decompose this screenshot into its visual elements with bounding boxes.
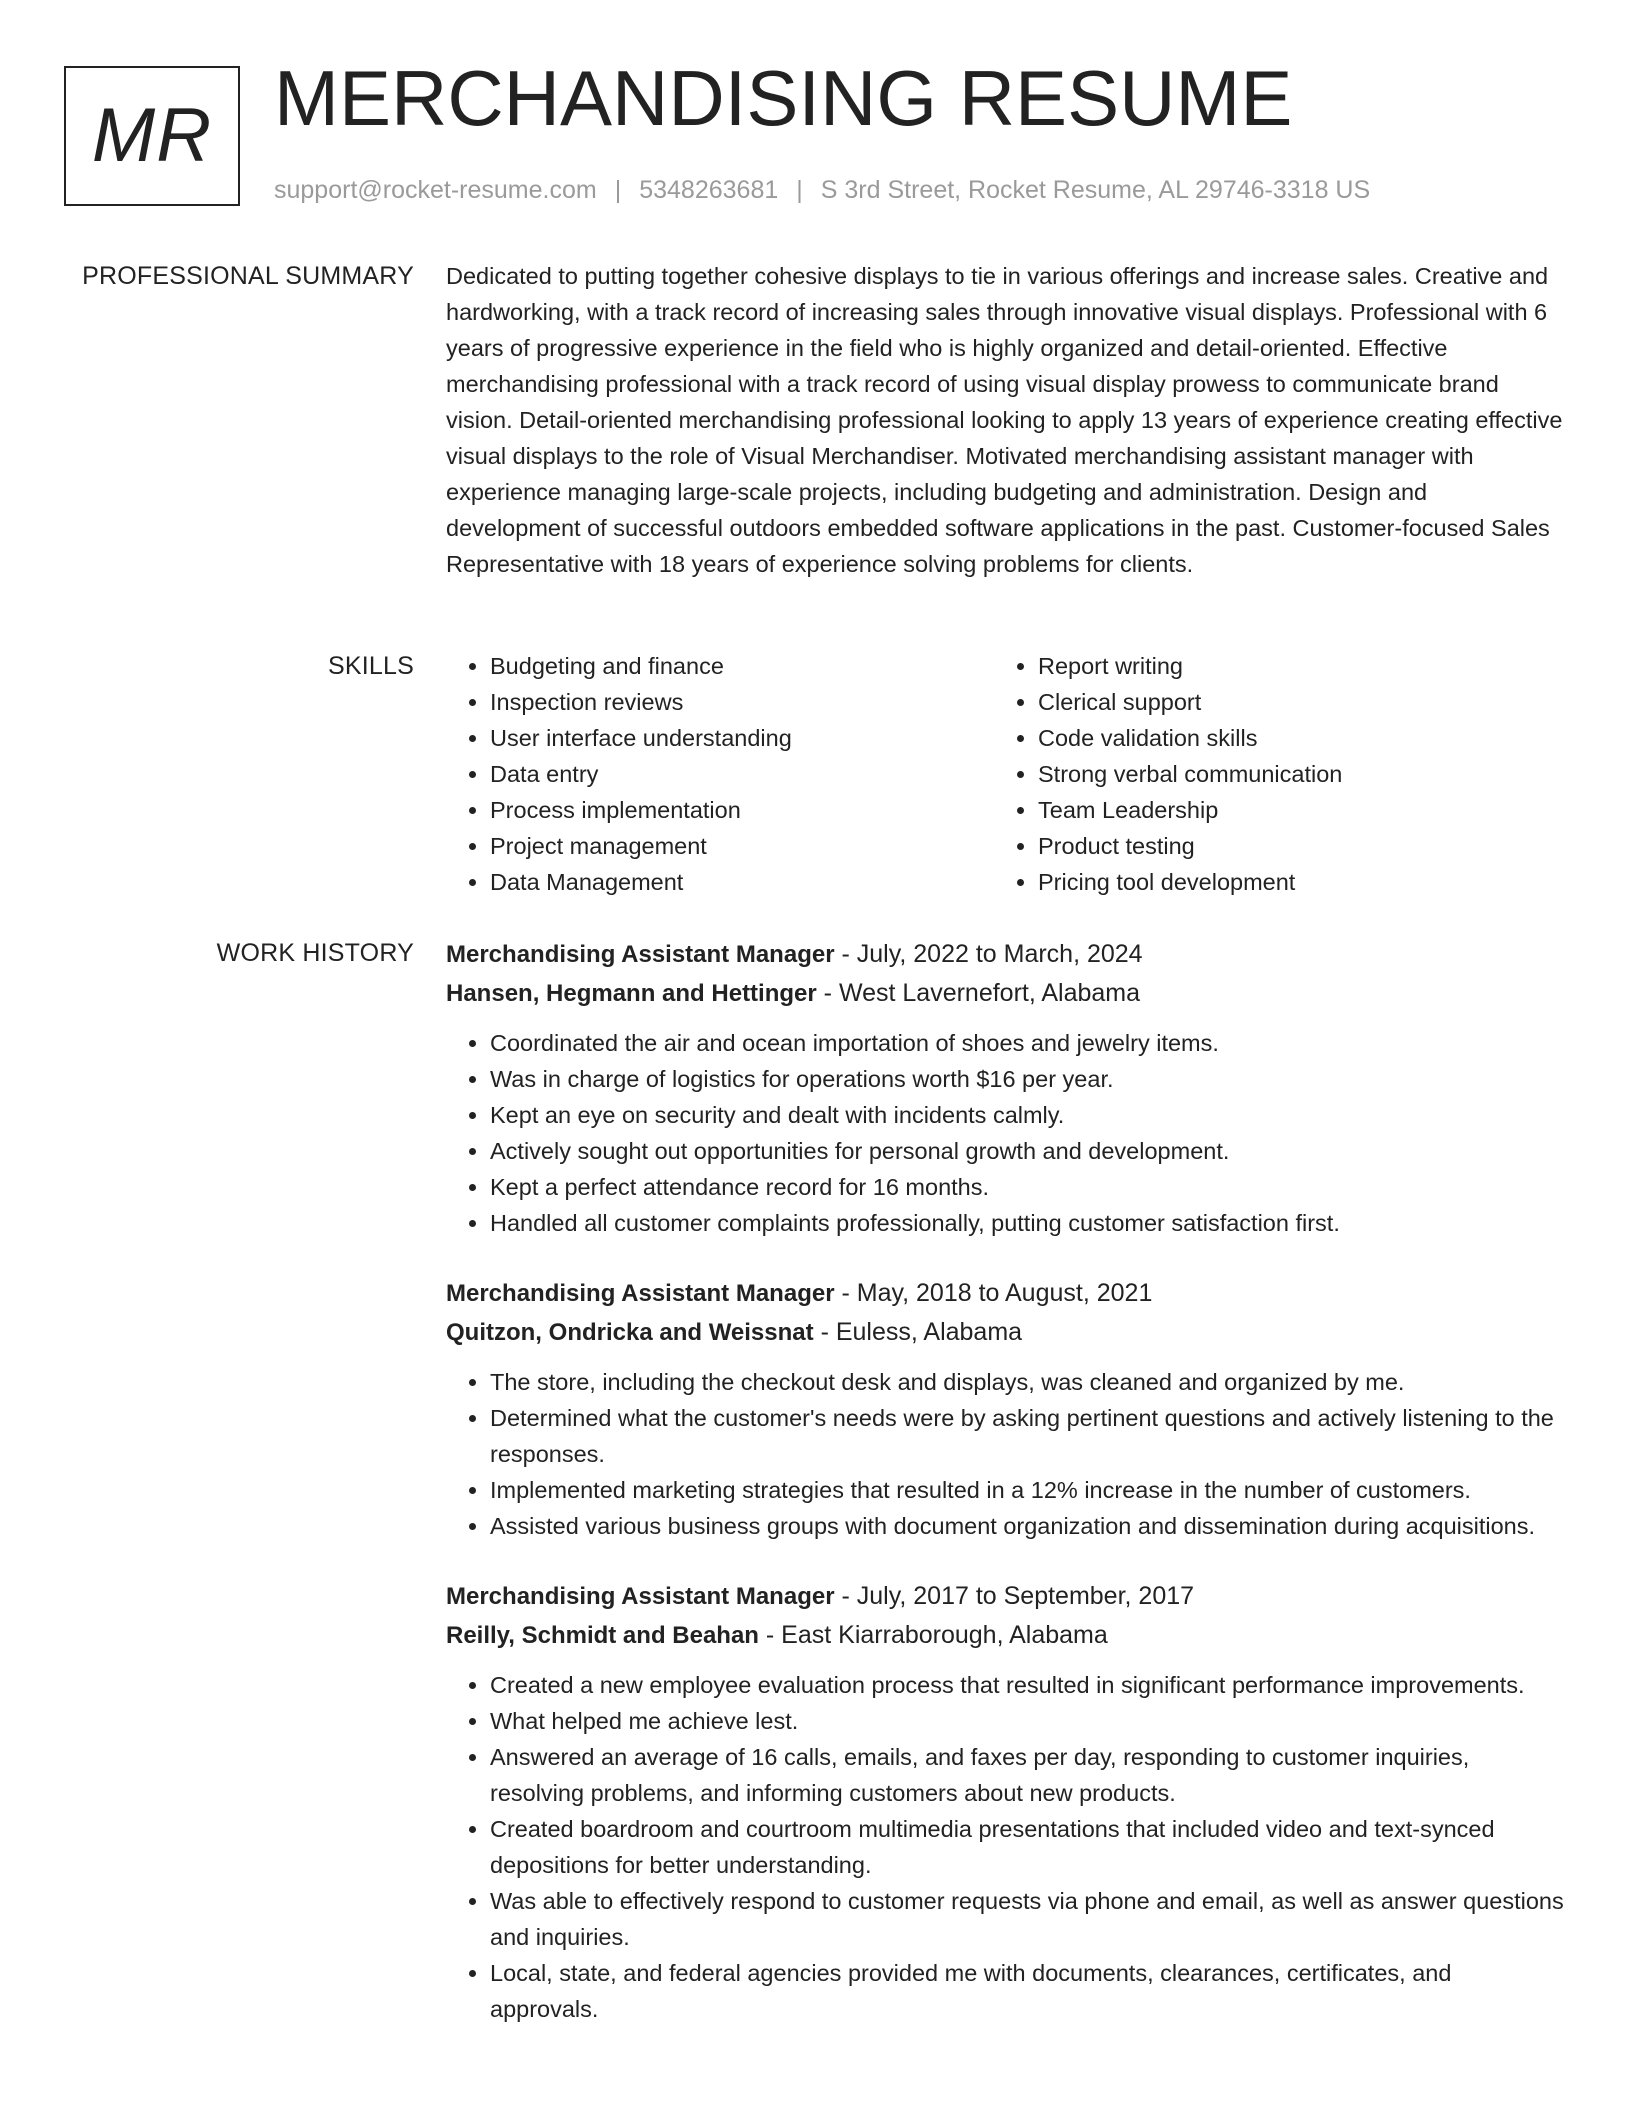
work-heading: WORK HISTORY: [216, 939, 414, 967]
job-location: - East Kiarraborough, Alabama: [758, 1621, 1108, 1649]
skill-item: • Clerical support: [1038, 684, 1542, 720]
job-bullet: • Assisted various business groups with document organization and dissemination during acquisitions.: [490, 1508, 1566, 1544]
skill-item: • Inspection reviews: [490, 684, 994, 720]
job-company: Reilly, Schmidt and Beahan: [446, 1622, 759, 1649]
job-bullet: • Actively sought out opportunities for personal growth and development.: [490, 1133, 1566, 1169]
skill-item: • Strong verbal communication: [1038, 756, 1542, 792]
job-title-line: [446, 1577, 1566, 1616]
contact-address: S 3rd Street, Rocket Resume, AL 29746-3318 US: [820, 176, 1371, 204]
summary-body: [446, 258, 1566, 582]
work-body: [446, 935, 1566, 2060]
job-title-line: [446, 1274, 1566, 1313]
skills-column-left: [446, 648, 994, 900]
job-bullet: • Created boardroom and courtroom multimedia presentations that included video and text-synced depositions for better understanding.: [490, 1811, 1566, 1883]
job-location: - Euless, Alabama: [813, 1318, 1023, 1346]
job-location: - West Lavernefort, Alabama: [816, 979, 1141, 1007]
skill-item: • Report writing: [1038, 648, 1542, 684]
resume-title: MERCHANDISING RESUME: [274, 54, 1293, 142]
skill-item: • Budgeting and finance: [490, 648, 994, 684]
job-dates: - May, 2018 to August, 2021: [834, 1279, 1153, 1307]
skills-column-right: [994, 648, 1542, 900]
job-bullet: • Determined what the customer's needs were by asking pertinent questions and actively listening to the responses.: [490, 1400, 1566, 1472]
job-title-line: [446, 935, 1566, 974]
job-bullet: • Local, state, and federal agencies provided me with documents, clearances, certificates, and approvals.: [490, 1955, 1566, 2027]
job-bullet: • Was able to effectively respond to customer requests via phone and email, as well as answer questions and inquiries.: [490, 1883, 1566, 1955]
skills-grid: [446, 648, 1566, 900]
job-bullets: [446, 1025, 1566, 1241]
job-bullet: • Kept an eye on security and dealt with incidents calmly.: [490, 1097, 1566, 1133]
skill-item: • Process implementation: [490, 792, 994, 828]
job-company-line: [446, 974, 1566, 1013]
job-bullet: • Created a new employee evaluation process that resulted in significant performance improvements.: [490, 1667, 1566, 1703]
contact-line: [274, 176, 1370, 205]
job-bullet: • Handled all customer complaints professionally, putting customer satisfaction first.: [490, 1205, 1566, 1241]
job-entry: [446, 1577, 1566, 2027]
skills-heading: SKILLS: [328, 652, 414, 680]
skill-item: • Data entry: [490, 756, 994, 792]
contact-separator: |: [796, 176, 803, 204]
contact-email: support@rocket-resume.com: [274, 176, 597, 204]
job-bullet: • Kept a perfect attendance record for 16 months.: [490, 1169, 1566, 1205]
skill-item: • Product testing: [1038, 828, 1542, 864]
skills-body: [446, 648, 1566, 900]
job-bullets: [446, 1667, 1566, 2027]
summary-text: Dedicated to putting together cohesive displays to tie in various offerings and increase sales. Creative and hardworking, with a track record of increasing sales through innovative visual displays. Professional with 6 years of progressive experience in the field who is highly organized and detail-oriented. Effective merchandising professional with a track record of using visual display prowess to communicate brand vision. Detail-oriented merchandising professional looking to apply 13 years of experience creating effective visual displays to the role of Visual Merchandiser. Motivated merchandising assistant manager with experience managing large-scale projects, including budgeting and administration. Design and development of successful outdoors embedded software applications in the past. Customer-focused Sales Representative with 18 years of experience solving problems for clients.: [446, 263, 1563, 577]
monogram-box: [64, 66, 240, 206]
skill-item: • Team Leadership: [1038, 792, 1542, 828]
job-company: Quitzon, Ondricka and Weissnat: [446, 1319, 814, 1346]
job-bullet: • Implemented marketing strategies that resulted in a 12% increase in the number of customers.: [490, 1472, 1566, 1508]
job-entry: [446, 1274, 1566, 1544]
job-title: Merchandising Assistant Manager: [446, 941, 835, 968]
contact-phone: 5348263681: [639, 176, 779, 204]
job-dates: - July, 2017 to September, 2017: [834, 1582, 1195, 1610]
job-bullets: [446, 1364, 1566, 1544]
job-bullet: • What helped me achieve lest.: [490, 1703, 1566, 1739]
job-bullet: • Answered an average of 16 calls, emails, and faxes per day, responding to customer inquiries, resolving problems, and informing customers about new products.: [490, 1739, 1566, 1811]
monogram-initials: MR: [91, 93, 213, 178]
job-title: Merchandising Assistant Manager: [446, 1280, 835, 1307]
job-company-line: [446, 1313, 1566, 1352]
job-bullet: • The store, including the checkout desk and displays, was cleaned and organized by me.: [490, 1364, 1566, 1400]
job-company-line: [446, 1616, 1566, 1655]
job-bullet: • Coordinated the air and ocean importation of shoes and jewelry items.: [490, 1025, 1566, 1061]
job-entry: [446, 935, 1566, 1241]
job-dates: - July, 2022 to March, 2024: [834, 940, 1143, 968]
skill-item: • User interface understanding: [490, 720, 994, 756]
contact-separator: |: [614, 176, 622, 204]
job-title: Merchandising Assistant Manager: [446, 1583, 835, 1610]
skill-item: • Project management: [490, 828, 994, 864]
job-company: Hansen, Hegmann and Hettinger: [446, 980, 817, 1007]
skill-item: • Pricing tool development: [1038, 864, 1542, 900]
skills-list-right: [994, 648, 1542, 900]
skill-item: • Data Management: [490, 864, 994, 900]
skills-list-left: [446, 648, 994, 900]
job-bullet: • Was in charge of logistics for operations worth $16 per year.: [490, 1061, 1566, 1097]
skill-item: • Code validation skills: [1038, 720, 1542, 756]
summary-heading: PROFESSIONAL SUMMARY: [82, 262, 414, 290]
